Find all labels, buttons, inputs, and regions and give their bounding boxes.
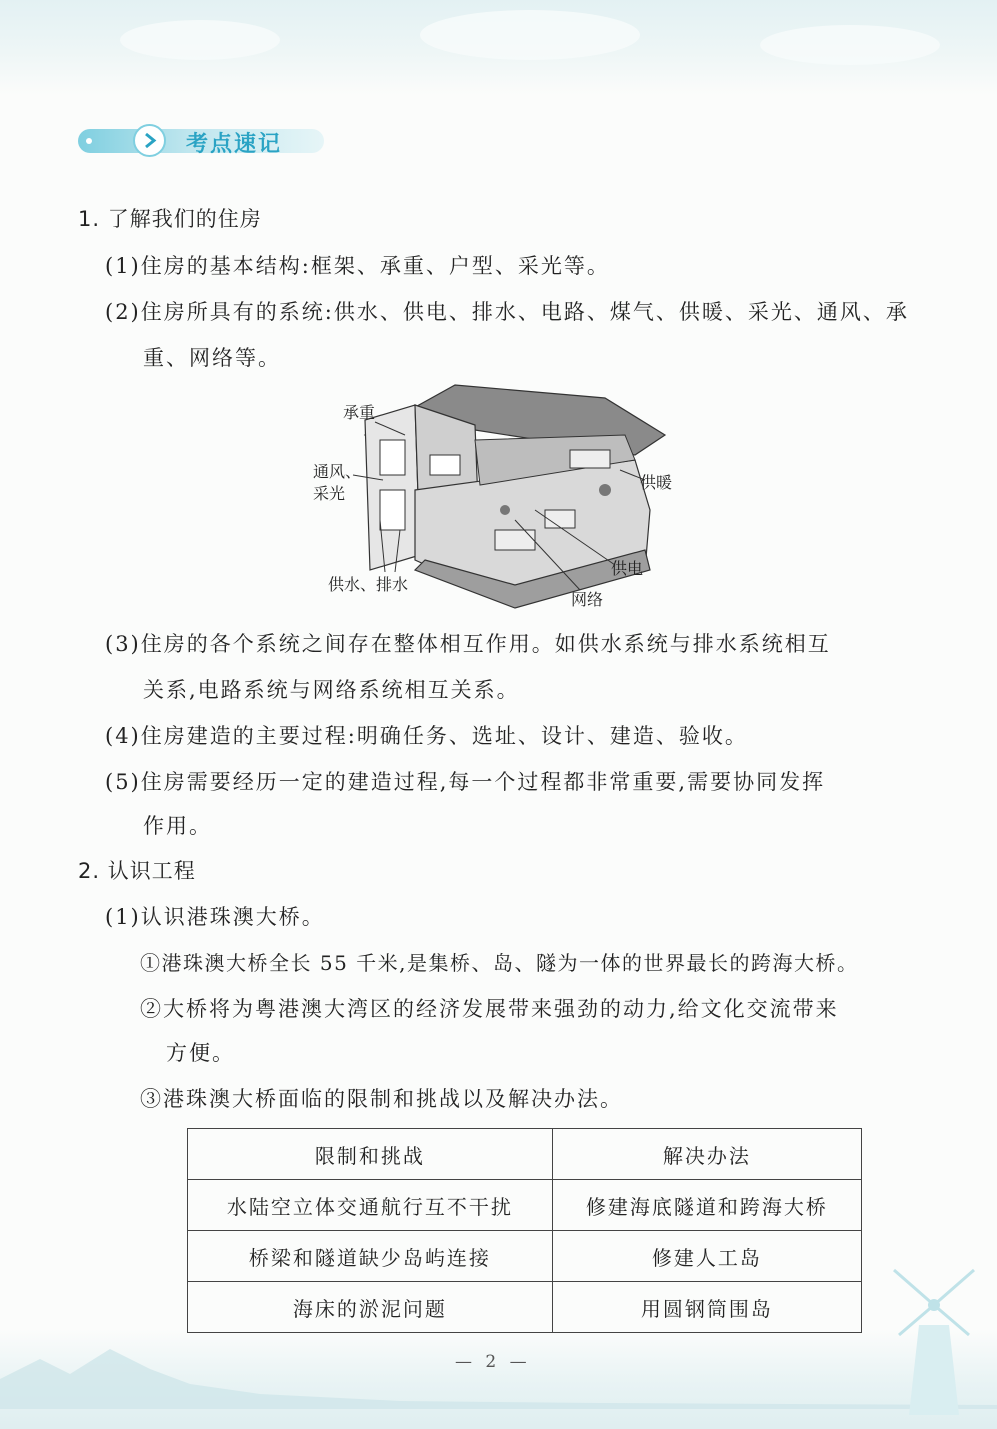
bottom-decoration-band — [0, 1330, 997, 1429]
table-cell: 水陆空立体交通航行互不干扰 — [188, 1180, 553, 1231]
table-cell: 修建人工岛 — [552, 1231, 861, 1282]
s1-item-3: (3)住房的各个系统之间存在整体相互作用。如供水系统与排水系统相互 — [105, 632, 831, 656]
table-row — [188, 1282, 862, 1333]
table-cell: 海床的淤泥问题 — [188, 1282, 553, 1333]
table-cell: 用圆钢筒围岛 — [552, 1282, 861, 1333]
challenges-table — [187, 1128, 862, 1333]
section-header-title: 考点速记 — [186, 132, 283, 157]
s1-item-2-cont: 重、网络等。 — [143, 346, 281, 370]
figure-label-gongdian: 供电 — [611, 559, 644, 578]
table-cell: 修建海底隧道和跨海大桥 — [552, 1180, 861, 1231]
figure-label-caiguang: 采光 — [313, 484, 346, 503]
s1-item-5-cont: 作用。 — [143, 814, 212, 838]
top-decoration-band — [0, 0, 997, 95]
play-arrow-icon — [133, 124, 166, 157]
s1-item-5: (5)住房需要经历一定的建造过程,每一个过程都非常重要,需要协同发挥 — [105, 770, 826, 794]
section-1-heading: 1. 了解我们的住房 — [78, 207, 262, 231]
s1-item-4: (4)住房建造的主要过程:明确任务、选址、设计、建造、验收。 — [105, 724, 748, 748]
s2-subitem-2-cont: 方便。 — [166, 1041, 235, 1065]
s2-subitem-1: ①港珠澳大桥全长 55 千米,是集桥、岛、隧为一体的世界最长的跨海大桥。 — [140, 951, 859, 975]
section-2-heading: 2. 认识工程 — [78, 859, 196, 883]
s2-subitem-3: ③港珠澳大桥面临的限制和挑战以及解决办法。 — [140, 1087, 623, 1111]
section-header — [78, 124, 324, 157]
s1-item-2: (2)住房所具有的系统:供水、供电、排水、电路、煤气、供暖、采光、通风、承 — [105, 300, 909, 324]
table-header-cell: 解决办法 — [552, 1129, 861, 1180]
header-dot — [86, 138, 92, 144]
table-header-cell: 限制和挑战 — [188, 1129, 553, 1180]
mountain-illustration — [0, 1339, 997, 1409]
figure-label-chengzhong: 承重 — [343, 403, 376, 422]
s2-item-1: (1)认识港珠澳大桥。 — [105, 905, 325, 929]
table-header-row — [188, 1129, 862, 1180]
windmill-icon — [889, 1265, 979, 1415]
figure-label-gongshui: 供水、排水 — [328, 575, 409, 594]
s1-item-1: (1)住房的基本结构:框架、承重、户型、采光等。 — [105, 254, 610, 278]
table-cell: 桥梁和隧道缺少岛屿连接 — [188, 1231, 553, 1282]
figure-label-wangluo: 网络 — [571, 590, 604, 609]
figure-label-gongnuan: 供暖 — [640, 473, 673, 492]
page-number: — 2 — — [455, 1352, 531, 1372]
s2-subitem-2: ②大桥将为粤港澳大湾区的经济发展带来强劲的动力,给文化交流带来 — [140, 997, 839, 1021]
table-row — [188, 1180, 862, 1231]
s1-item-3-cont: 关系,电路系统与网络系统相互关系。 — [143, 678, 520, 702]
figure-label-tongfeng: 通风、 — [313, 462, 362, 481]
table-row — [188, 1231, 862, 1282]
